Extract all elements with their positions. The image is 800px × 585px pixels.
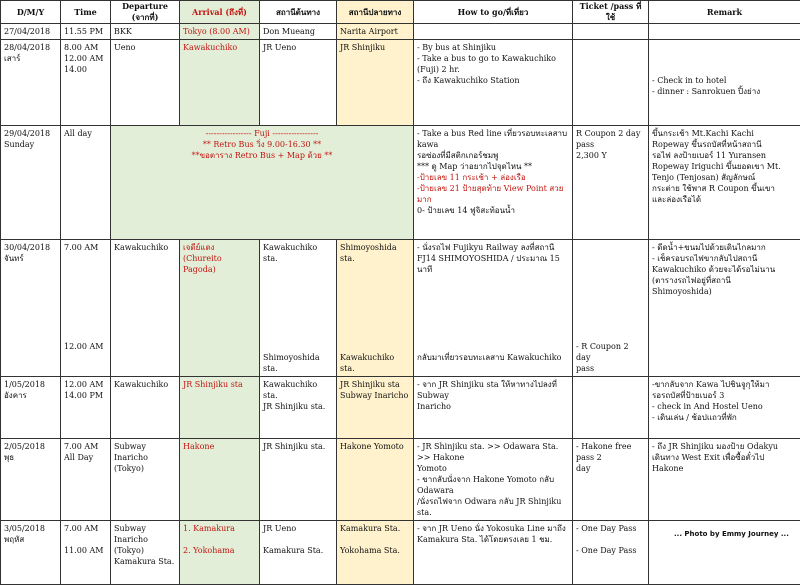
ticket-text: R Coupon 2 day pass [576,128,645,150]
date-text: 1/05/2018 [4,379,57,390]
how-text: - ถึง Kawakuchiko Station [417,75,569,86]
how-cell [414,40,573,126]
table-row [1,439,800,521]
ticket-cell [573,126,649,240]
remark-cell [649,24,800,40]
station-end-cell: JR Shinjiku [337,40,414,126]
time-text: 12.00 AM [64,379,107,390]
remark-text: -ขากลับจาก Kawa ไปชินจูกุให้มา [652,379,797,390]
time-text: 14.00 [64,64,107,75]
ticket-cell [573,24,649,40]
arrival-cell: Kawakuchiko [180,40,260,126]
how-text: *** ดู Map ว่าอยากไปจุดไหน ** [417,161,569,172]
table-row [1,24,800,40]
remark-text: - เช็ครอบรถไฟขากลับไปสถานี [652,253,797,264]
time-cell: 11.55 PM [61,24,111,40]
ticket-cell [573,377,649,439]
station-end-cell: Narita Airport [337,24,414,40]
station-start-cell [260,521,337,585]
remark-text: รอไฟ ลงป้ายเบอร์ 11 Yuransen [652,150,797,161]
how-text: Yomoto [417,463,569,474]
station-text: Yokohama Sta. [340,545,410,556]
ticket-text: - One Day Pass [576,523,645,534]
arrival-cell: Hakone [180,439,260,521]
date-cell [1,240,61,377]
remark-text: - ดีดน้ำ+ขนมไปด้วยเดินไกลมาก [652,242,797,253]
time-cell [61,439,111,521]
departure-cell [111,521,180,585]
departure-text: Subway Inaricho [114,441,176,463]
date-cell [1,126,61,240]
day-text: พฤหัส [4,534,57,545]
how-text: - By bus at Shinjiku [417,42,569,53]
header-station-end: สถานีปลายทาง [337,1,414,24]
remark-text: ขึ้นกระเช้า Mt.Kachi Kachi [652,128,797,139]
departure-cell [111,439,180,521]
station-end-cell: Hakone Yomoto [337,439,414,521]
departure-cell: Ueno [111,40,180,126]
station-text: Kamakura Sta. [263,545,333,556]
departure-text: Kamakura Sta. [114,556,176,567]
date-cell: 27/04/2018 [1,24,61,40]
day-text: จันทร์ [4,253,57,264]
departure-text: (Tokyo) [114,463,176,474]
date-text: 29/04/2018 [4,128,57,139]
merged-text: **ขอตาราง Retro Bus + Map ด้วย ** [114,150,410,161]
header-date: D/M/Y [1,1,61,24]
remark-text: - Check in to hotel [652,75,797,86]
date-text: 28/04/2018 [4,42,57,53]
station-start-cell [260,240,337,377]
time-text: 14.00 PM [64,390,107,401]
header-arrival: Arrival (ถึงที่) [180,1,260,24]
arrival-text: 1. Kamakura [183,523,256,534]
how-text: -ป้ายเลข 21 ป้ายสุดท้าย View Point สวยมาก [417,183,569,205]
departure-text: (Tokyo) [114,545,176,556]
table-row [1,126,800,240]
photo-credit: ... Photo by Emmy Journey ... [674,530,789,538]
station-text: Shimoyoshida sta. [263,352,333,374]
how-cell [414,439,573,521]
arrival-cell: Tokyo (8.00 AM) [180,24,260,40]
remark-text: Ropeway ขึ้นรถบัสที่หน้าสถานี [652,139,797,150]
time-cell: All day [61,126,111,240]
remark-text: และล่องเรือได้ [652,194,797,205]
fuji-merged-cell [111,126,414,240]
header-ticket: Ticket /pass ที่ใช้ [573,1,649,24]
remark-text: Shimoyoshida) [652,286,797,297]
table-row [1,40,800,126]
date-cell [1,377,61,439]
header-row [1,1,800,24]
how-cell [414,377,573,439]
station-start-cell: JR Ueno [260,40,337,126]
time-text: 12.00 AM [64,341,107,352]
time-text: 12.00 AM [64,53,107,64]
station-start-cell: JR Shinjiku sta. [260,439,337,521]
how-text: Kamakura Sta. ได้โดยตรงเลย 1 ชม. [417,534,569,545]
remark-text: เดินทาง West Exit เพื่อซื้อตั๋วไป [652,452,797,463]
how-text: 0- ป้ายเลข 14 ฟูจิสะท้อนน้ำ [417,205,569,216]
remark-text: - check in And Hostel Ueno [652,401,797,412]
ticket-text: 2,300 Y [576,150,645,161]
header-time: Time [61,1,111,24]
day-text: พุธ [4,452,57,463]
arrival-text: 2. Yokohama [183,545,256,556]
station-text: JR Ueno [263,523,333,534]
station-end-cell [337,521,414,585]
ticket-text: - One Day Pass [576,545,645,556]
ticket-cell [573,439,649,521]
how-text: - JR Shinjiku sta. >> Odawara Sta. >> Hakone [417,441,569,463]
how-text: - Take a bus Red line เที่ยวรอบทะเลสาบ kawa [417,128,569,150]
ticket-text: - R Coupon 2 day [576,341,645,363]
day-text: Sunday [4,139,57,150]
remark-text: - dinner : Sanrokuen ปิ้งย่าง [652,86,797,97]
how-text: - จาก JR Ueno นั่ง Yokosuka Line มาถึง [417,523,569,534]
station-end-cell [337,240,414,377]
how-text: FJ14 SHIMOYOSHIDA / ประมาณ 15 นาที [417,253,569,275]
remark-cell [649,126,800,240]
departure-cell: Kawakuchiko [111,377,180,439]
day-text: อังคาร [4,390,57,401]
remark-text: Hakone [652,463,797,474]
date-cell [1,521,61,585]
time-text: 7.00 AM [64,523,107,534]
departure-cell: BKK [111,24,180,40]
ticket-text: - Hakone free pass 2 [576,441,645,463]
station-end-cell [337,377,414,439]
date-cell [1,439,61,521]
remark-cell [649,240,800,377]
how-text: /นั่งรถไฟจาก Odwara กลับ JR Shinjiku sta. [417,496,569,518]
time-cell [61,521,111,585]
remark-text: Kawakuchiko ด้วยจะได้รอไม่นาน [652,264,797,275]
time-text: 11.00 AM [64,545,107,556]
table-row [1,240,800,377]
remark-text: Ropeway Iriguchi ขึ้นยอดเขา Mt. [652,161,797,172]
departure-text: Subway Inaricho [114,523,176,545]
how-cell [414,521,573,585]
ticket-cell [573,521,649,585]
how-text: - ขากลับนั่งจาก Hakone Yomoto กลับ Odawara [417,474,569,496]
time-cell [61,240,111,377]
time-cell [61,40,111,126]
header-departure: Departure (จากที่) [111,1,180,24]
how-text: Inaricho [417,401,569,412]
merged-text: ** Retro Bus วิ่ง 9.00-16.30 ** [114,139,410,150]
station-text: Kawakuchiko sta. [263,379,333,401]
how-text: - Take a bus to go to Kawakuchiko (Fuji) 2 hr. [417,53,569,75]
date-text: 2/05/2018 [4,441,57,452]
date-text: 3/05/2018 [4,523,57,534]
station-text: Kawakuchiko sta. [340,352,410,374]
date-text: 30/04/2018 [4,242,57,253]
ticket-cell [573,240,649,377]
time-text: 8.00 AM [64,42,107,53]
station-text: JR Shinjiku sta [340,379,410,390]
how-text: - นั่งรถไฟ Fujikyu Railway ลงที่สถานี [417,242,569,253]
time-text: 7.00 AM [64,441,107,452]
arrival-cell: JR Shinjiku sta [180,377,260,439]
remark-cell [649,377,800,439]
station-text: Kamakura Sta. [340,523,410,534]
remark-cell [649,40,800,126]
header-station-start: สถานีต้นทาง [260,1,337,24]
remark-text: - เดินเล่น / ช้อปแถวที่พัก [652,412,797,423]
how-text: - จาก JR Shinjiku sta ให้หาทางไปลงที่ Subway [417,379,569,401]
departure-cell: Kawakuchiko [111,240,180,377]
remark-text: (ตารางรถไฟอยู่ที่สถานี [652,275,797,286]
time-text: 7.00 AM [64,242,107,253]
remark-cell [649,439,800,521]
station-text: Shimoyoshida sta. [340,242,410,264]
arrival-text: เจดีย์แดง [183,242,256,253]
ticket-cell [573,40,649,126]
how-text: กลับมาเที่ยวรอบทะเลสาบ Kawakuchiko [417,352,569,363]
how-text: รอซ่องที่มีสติกเกอร์ชมพู [417,150,569,161]
time-cell [61,377,111,439]
arrival-cell [180,240,260,377]
remark-text: รอรถบัสที่ป้ายเบอร์ 3 [652,390,797,401]
station-start-cell: Don Mueang [260,24,337,40]
station-start-cell [260,377,337,439]
arrival-cell [180,521,260,585]
remark-text: กระต่าย ใช้พาส R Coupon ขึ้นเขา [652,183,797,194]
remark-text: - ถึง JR Shinjiku มองป้าย Odakyu [652,441,797,452]
day-text: เสาร์ [4,53,57,64]
header-remark: Remark [649,1,800,24]
date-cell [1,40,61,126]
header-how: How to go/ที่เที่ยว [414,1,573,24]
ticket-text: pass [576,363,645,374]
arrival-text: (Chureito Pagoda) [183,253,256,275]
how-cell [414,126,573,240]
station-text: JR Shinjiku sta. [263,401,333,412]
station-text: Subway Inaricho [340,390,410,401]
station-text: Kawakuchiko sta. [263,242,333,264]
how-cell [414,24,573,40]
time-text: All Day [64,452,107,463]
remark-text: Tenjo (Tenjosan) สัญลักษณ์ [652,172,797,183]
merged-text: ----------------- Fuji ----------------- [114,128,410,139]
ticket-text: day [576,463,645,474]
how-text: -ป้ายเลข 11 กระเช้า + ล่องเรือ [417,172,569,183]
how-cell [414,240,573,377]
table-row [1,377,800,439]
